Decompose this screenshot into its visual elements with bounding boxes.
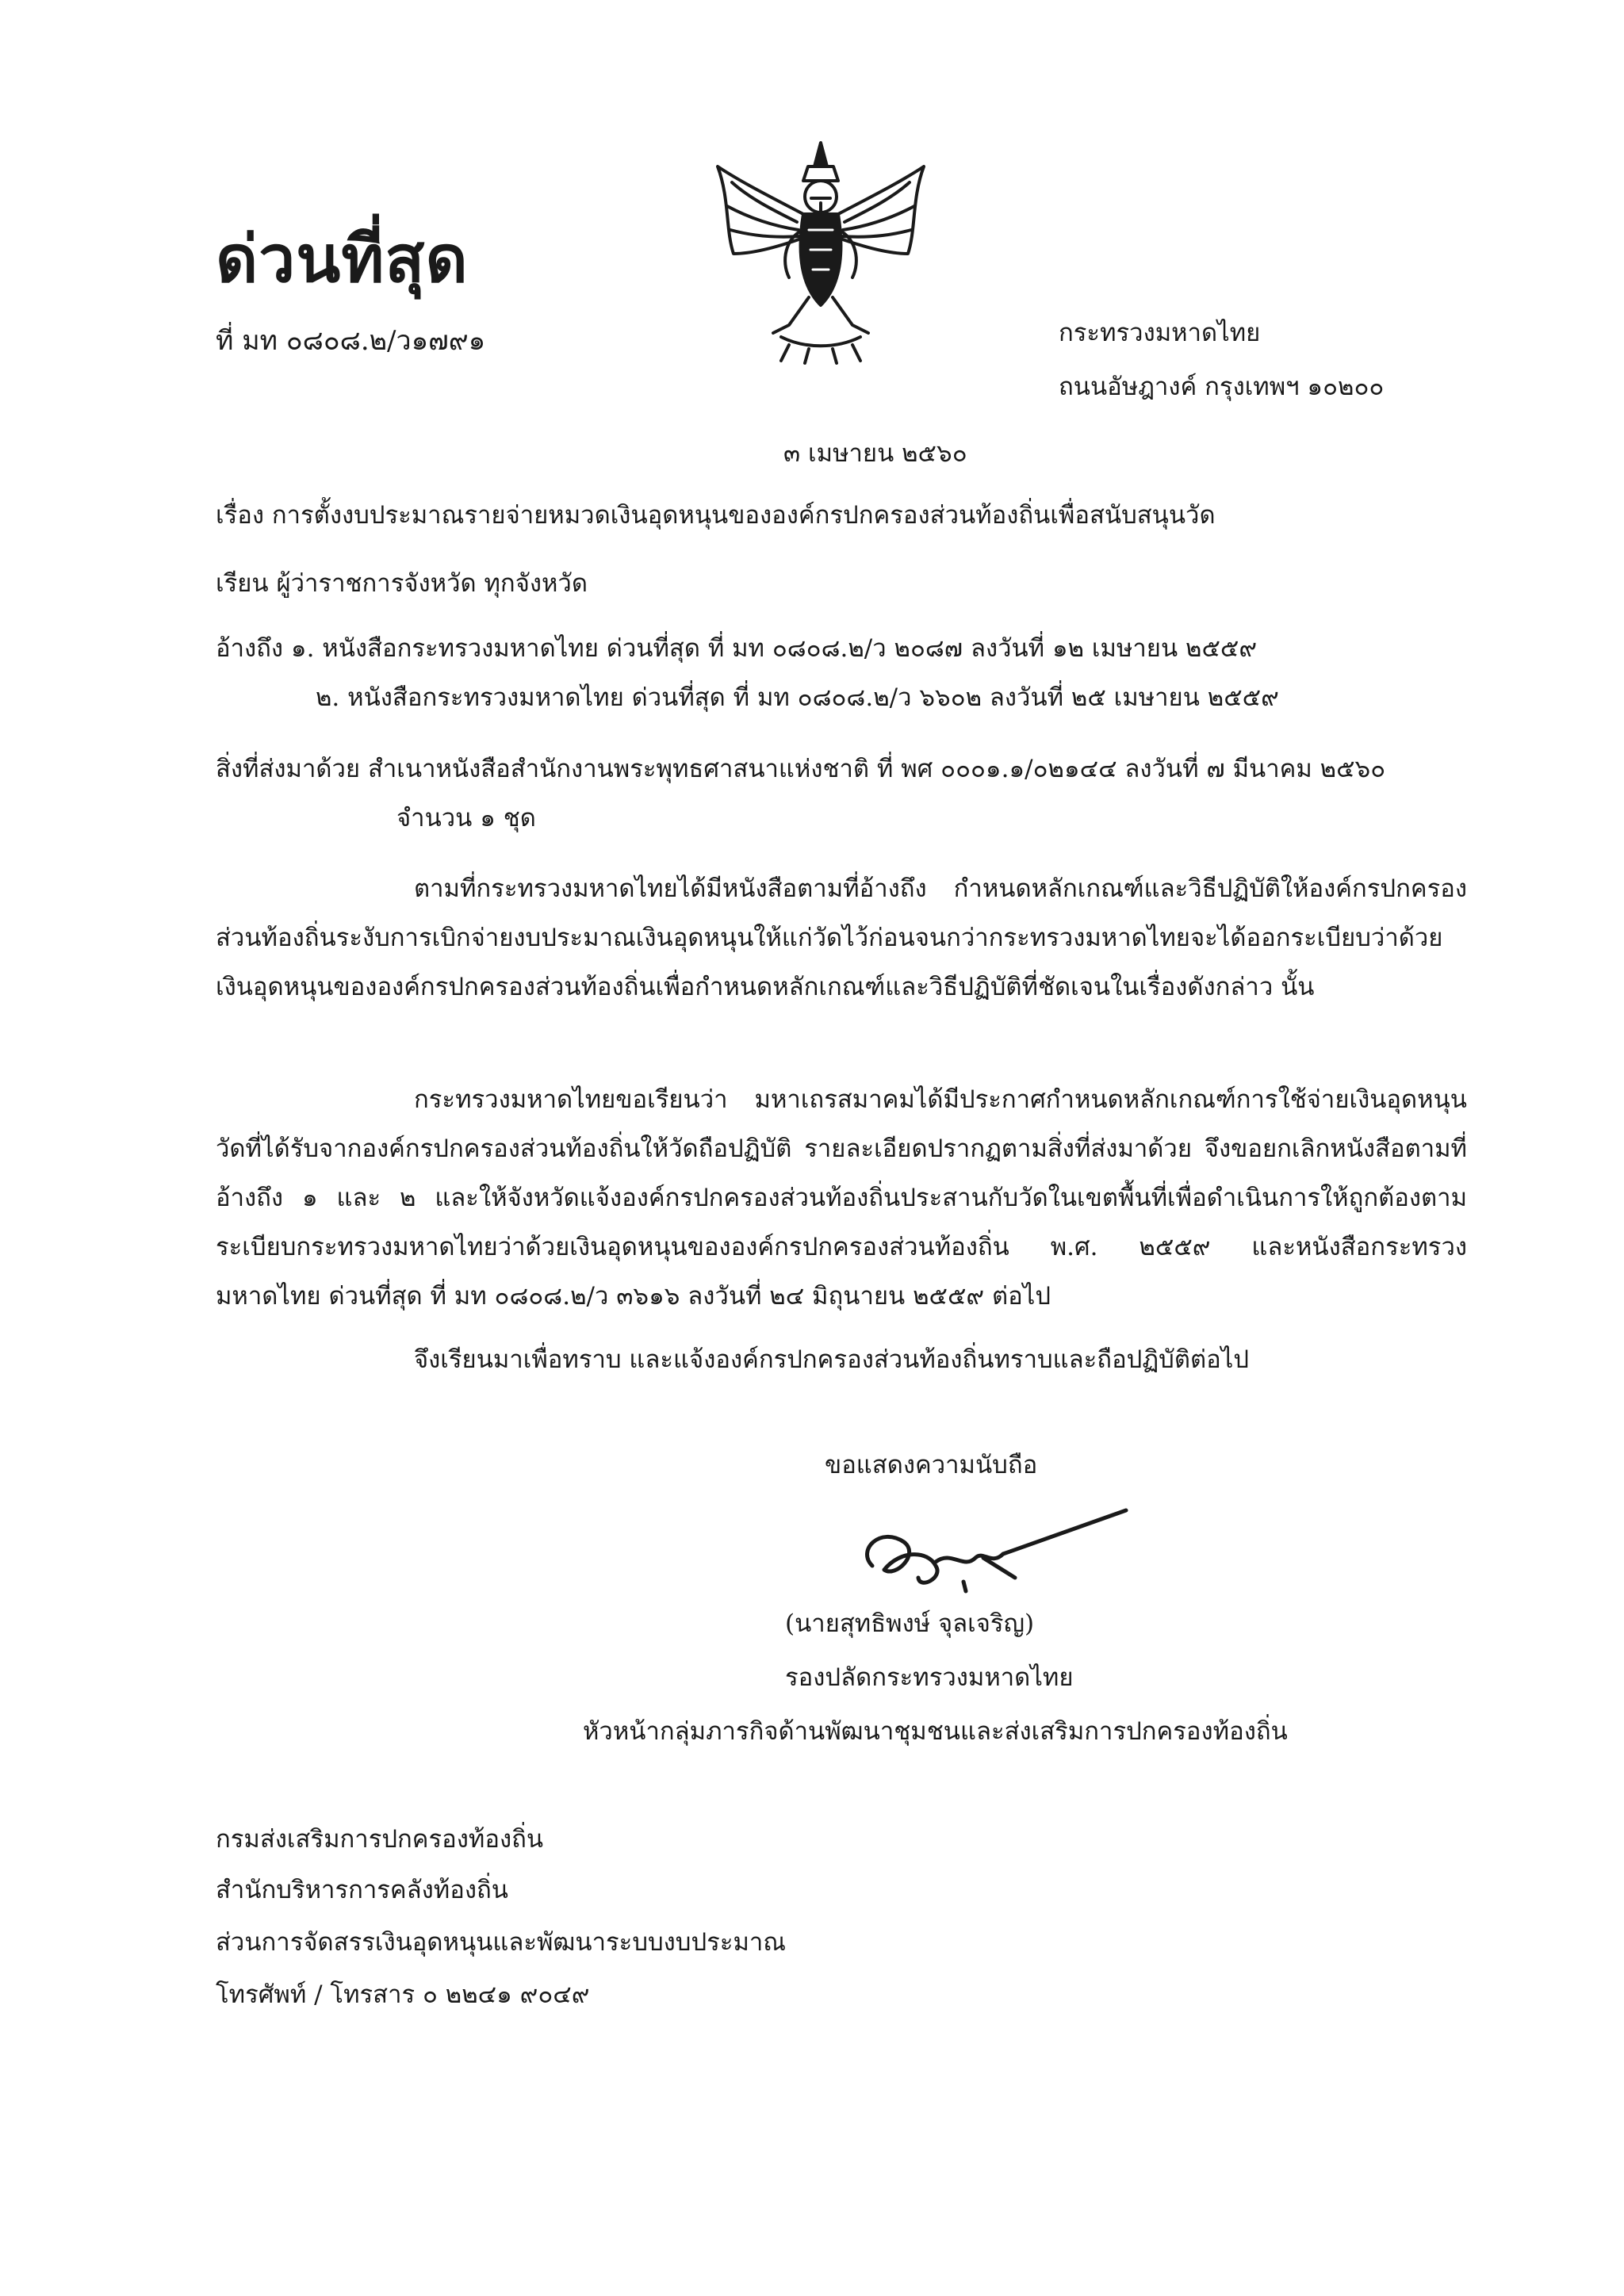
handwritten-signature: [825, 1502, 1158, 1598]
body-paragraph-1: ตามที่กระทรวงมหาดไทยได้มีหนังสือตามที่อ้างถึง กำหนดหลักเกณฑ์และวิธีปฏิบัติให้องค์กรปกครองส่วนท้องถิ่นระงับการเบิกจ่ายงบประมาณเงินอุดหนุนให้แก่วัดไว้ก่อนจนกว่ากระทรวงมหาดไทยจะได้ออกระเบียบว่าด้วยเงินอุดหนุนขององค์กรปกครองส่วนท้องถิ่นเพื่อกำหนดหลักเกณฑ์และวิธีปฏิบัติที่ชัดเจนในเรื่องดังกล่าว นั้น: [216, 874, 1467, 1001]
reference-2: ๒. หนังสือกระทรวงมหาดไทย ด่วนที่สุด ที่ มท ๐๘๐๘.๒/ว ๖๖๐๒ ลงวันที่ ๒๕ เมษายน ๒๕๕๙: [316, 683, 1279, 712]
subject-line: เรื่อง การตั้งงบประมาณรายจ่ายหมวดเงินอุดหนุนขององค์กรปกครองส่วนท้องถิ่นเพื่อสนับสนุนวัด: [216, 501, 1216, 530]
document-date: ๓ เมษายน ๒๕๖๐: [783, 439, 967, 468]
footer-office: สำนักบริหารการคลังท้องถิ่น: [216, 1876, 508, 1904]
closing-salutation: ขอแสดงความนับถือ: [825, 1451, 1038, 1479]
body-paragraph-3: จึงเรียนมาเพื่อทราบ และแจ้งองค์กรปกครองส่วนท้องถิ่นทราบและถือปฏิบัติต่อไป: [414, 1345, 1250, 1374]
garuda-emblem-icon: [710, 135, 932, 365]
signatory-position: รองปลัดกระทรวงมหาดไทย: [785, 1663, 1074, 1692]
footer-department: กรมส่งเสริมการปกครองท้องถิ่น: [216, 1825, 544, 1854]
ministry-address: ถนนอัษฎางค์ กรุงเทพฯ ๑๐๒๐๐: [1059, 373, 1385, 401]
footer-section: ส่วนการจัดสรรเงินอุดหนุนและพัฒนาระบบงบประมาณ: [216, 1928, 787, 1957]
recipient-line: เรียน ผู้ว่าราชการจังหวัด ทุกจังหวัด: [216, 569, 588, 598]
signatory-name: (นายสุทธิพงษ์ จุลเจริญ): [785, 1609, 1035, 1638]
footer-phone: โทรศัพท์ / โทรสาร ๐ ๒๒๔๑ ๙๐๔๙: [216, 1980, 590, 2009]
enclosure-quantity: จำนวน ๑ ชุด: [396, 804, 536, 832]
issuing-ministry: กระทรวงมหาดไทย: [1059, 319, 1261, 347]
reference-1: อ้างถึง ๑. หนังสือกระทรวงมหาดไทย ด่วนที่สุด ที่ มท ๐๘๐๘.๒/ว ๒๐๘๗ ลงวันที่ ๑๒ เมษายน ๒๕๕๙: [216, 634, 1258, 663]
body-paragraph-2: กระทรวงมหาดไทยขอเรียนว่า มหาเถรสมาคมได้มีประกาศกำหนดหลักเกณฑ์การใช้จ่ายเงินอุดหนุนวัดที่ได้รับจากองค์กรปกครองส่วนท้องถิ่นให้วัดถือปฏิบัติ รายละเอียดปรากฏตามสิ่งที่ส่งมาด้วย จึงขอยกเลิกหนังสือตามที่อ้างถึง ๑ และ ๒ และให้จังหวัดแจ้งองค์กรปกครองส่วนท้องถิ่นประสานกับวัดในเขตพื้นที่เพื่อดำเนินการให้ถูกต้องตามระเบียบกระทรวงมหาดไทยว่าด้วยเงินอุดหนุนขององค์กรปกครองส่วนท้องถิ่น พ.ศ. ๒๕๕๙ และหนังสือกระทรวงมหาดไทย ด่วนที่สุด ที่ มท ๐๘๐๘.๒/ว ๓๖๑๖ ลงวันที่ ๒๔ มิถุนายน ๒๕๕๙ ต่อไป: [216, 1085, 1467, 1311]
document-number: ที่ มท ๐๘๐๘.๒/ว๑๗๙๑: [216, 325, 486, 357]
signatory-role: หัวหน้ากลุ่มภารกิจด้านพัฒนาชุมชนและส่งเสริมการปกครองท้องถิ่น: [583, 1717, 1288, 1746]
urgency-stamp: ด่วนที่สุด: [216, 221, 469, 297]
enclosure-line: สิ่งที่ส่งมาด้วย สำเนาหนังสือสำนักงานพระพุทธศาสนาแห่งชาติ ที่ พศ ๐๐๐๑.๑/๐๒๑๔๔ ลงวันที่ ๗ มีนาคม ๒๕๖๐: [216, 755, 1386, 783]
